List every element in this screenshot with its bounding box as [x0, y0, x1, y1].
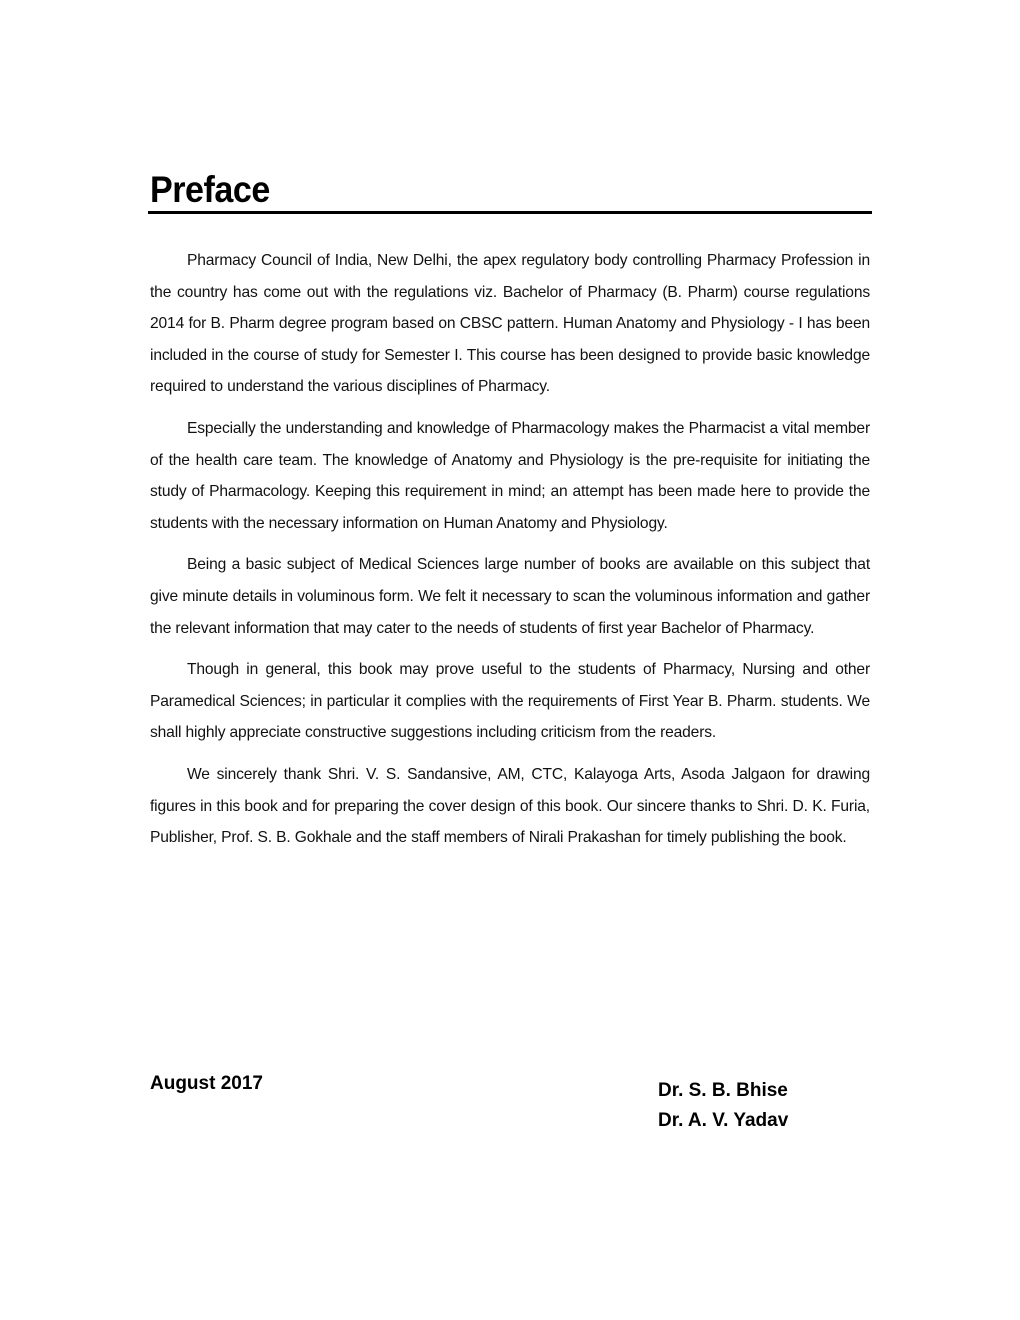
page-title: Preface	[150, 169, 270, 210]
paragraph-4: Though in general, this book may prove useful to the students of Pharmacy, Nursing and other Paramedical Sciences; in particular it complies with the requirements of First Year B. Pharm. students. We shall highly appreciate constructive suggestions including criticism from the readers.	[150, 661, 870, 742]
preface-body	[150, 245, 870, 864]
paragraph-2: Especially the understanding and knowledge of Pharmacology makes the Pharmacist a vital member of the health care team. The knowledge of Anatomy and Physiology is the pre-requisite for initiating the study of Pharmacology. Keeping this requirement in mind; an attempt has been made here to provide the students with the necessary information on Human Anatomy and Physiology.	[150, 419, 870, 532]
title-underline-divider	[148, 211, 872, 214]
author-name: Dr. S. B. Bhise	[658, 1080, 788, 1101]
paragraph-3: Being a basic subject of Medical Sciences large number of books are available on this subject that give minute details in voluminous form. We felt it necessary to scan the voluminous information and gather the relevant information that may cater to the needs of students of first year Bachelor of Pharmacy.	[150, 556, 870, 637]
preface-page	[150, 168, 870, 847]
signature-authors	[658, 1073, 788, 1138]
signature-date: August 2017	[150, 1073, 263, 1094]
paragraph-5: We sincerely thank Shri. V. S. Sandansive, AM, CTC, Kalayoga Arts, Asoda Jalgaon for drawing figures in this book and for preparing the cover design of this book. Our sincere thanks to Shri. D. K. Furia, Publisher, Prof. S. B. Gokhale and the staff members of Nirali Prakashan for timely publishing the book.	[150, 765, 870, 847]
author-name: Dr. A. V. Yadav	[658, 1110, 789, 1131]
paragraph-1: Pharmacy Council of India, New Delhi, the apex regulatory body controlling Pharmacy Profession in the country has come out with the regulations viz. Bachelor of Pharmacy (B. Pharm) course regulations 2014 for B. Pharm degree program based on CBSC pattern. Human Anatomy and Physiology - I has been included in the course of study for Semester I. This course has been designed to provide basic knowledge required to understand the various disciplines of Pharmacy.	[150, 252, 870, 396]
